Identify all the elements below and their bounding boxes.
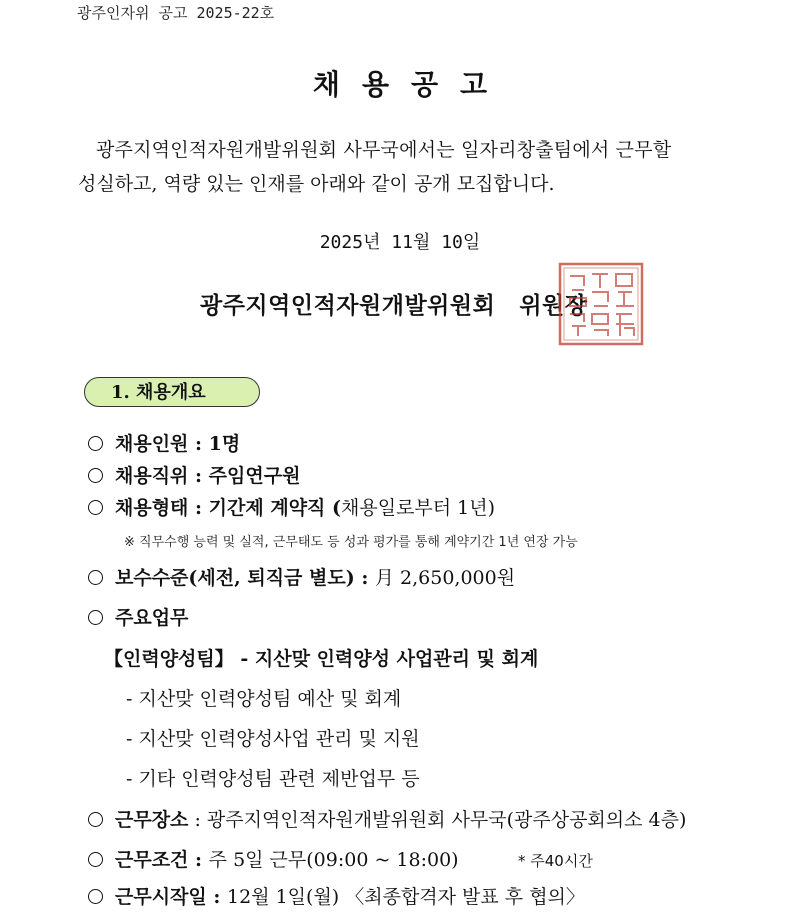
hours-note: * 주40시간 bbox=[518, 852, 593, 870]
item-label: 채용직위 : bbox=[115, 465, 209, 487]
circle-bullet-icon bbox=[88, 500, 103, 515]
list-item bbox=[88, 429, 240, 456]
circle-bullet-icon bbox=[88, 610, 103, 625]
intro-line-2: 성실하고, 역량 있는 인재를 아래와 같이 공개 모집합니다. bbox=[78, 173, 555, 195]
list-item bbox=[88, 493, 495, 520]
page-title: 채용공고 bbox=[312, 68, 510, 101]
circle-bullet-icon bbox=[88, 468, 103, 483]
signature-org: 광주지역인적자원개발위원회 bbox=[200, 292, 496, 319]
start-date-item bbox=[88, 882, 585, 909]
announcement-date: 2025년 11월 10일 bbox=[319, 232, 481, 253]
item-label: 채용형태 : 기간제 계약직 ( bbox=[115, 497, 342, 519]
workplace-value: : 광주지역인적자원개발위원회 사무국(광주상공회의소 4층) bbox=[188, 809, 687, 831]
duties-item bbox=[88, 603, 188, 630]
task-item: - 기타 인력양성팀 관련 제반업무 등 bbox=[126, 768, 420, 790]
circle-bullet-icon bbox=[88, 852, 103, 867]
start-value: 12월 1일(월) 〈최종합격자 발표 후 협의〉 bbox=[227, 886, 585, 908]
salary-value: 月 2,650,000원 bbox=[374, 567, 516, 589]
signature-line bbox=[200, 287, 588, 320]
section-heading-1: 1. 채용개요 bbox=[84, 377, 260, 407]
workplace-item bbox=[88, 805, 686, 832]
intro-paragraph bbox=[78, 133, 758, 201]
conditions-label: 근무조건 : bbox=[115, 849, 209, 871]
task-item: - 지산맞 인력양성사업 관리 및 지원 bbox=[126, 728, 420, 750]
conditions-value: 주 5일 근무(09:00 ~ 18:00) bbox=[208, 849, 459, 871]
circle-bullet-icon bbox=[88, 436, 103, 451]
signature-position: 위원장 bbox=[519, 292, 588, 319]
list-item bbox=[88, 461, 300, 488]
team-duties: 【인력양성팀】 - 지산맞 인력양성 사업관리 및 회계 bbox=[104, 648, 539, 670]
item-value: 주임연구원 bbox=[208, 465, 301, 487]
task-item: - 지산맞 인력양성팀 예산 및 회계 bbox=[126, 688, 402, 710]
workplace-label: 근무장소 bbox=[115, 809, 189, 831]
document-number: 광주인자위 공고 2025-22호 bbox=[77, 4, 275, 22]
item-value: 채용일로부터 1년) bbox=[341, 497, 496, 519]
official-seal-stamp bbox=[558, 262, 644, 346]
circle-bullet-icon bbox=[88, 889, 103, 904]
circle-bullet-icon bbox=[88, 812, 103, 827]
item-value: 1명 bbox=[208, 433, 241, 455]
salary-label: 보수수준(세전, 퇴직금 별도) : bbox=[115, 567, 375, 589]
conditions-item bbox=[88, 845, 459, 872]
start-label: 근무시작일 : bbox=[115, 886, 228, 908]
salary-item bbox=[88, 563, 515, 590]
circle-bullet-icon bbox=[88, 570, 103, 585]
duties-label: 주요업무 bbox=[115, 607, 189, 629]
item-label: 채용인원 : bbox=[115, 433, 209, 455]
intro-line-1: 광주지역인적자원개발위원회 사무국에서는 일자리창출팀에서 근무할 bbox=[96, 139, 672, 161]
contract-note: ※ 직무수행 능력 및 실적, 근무태도 등 성과 평가를 통해 계약기간 1년 연장 가능 bbox=[124, 535, 578, 550]
